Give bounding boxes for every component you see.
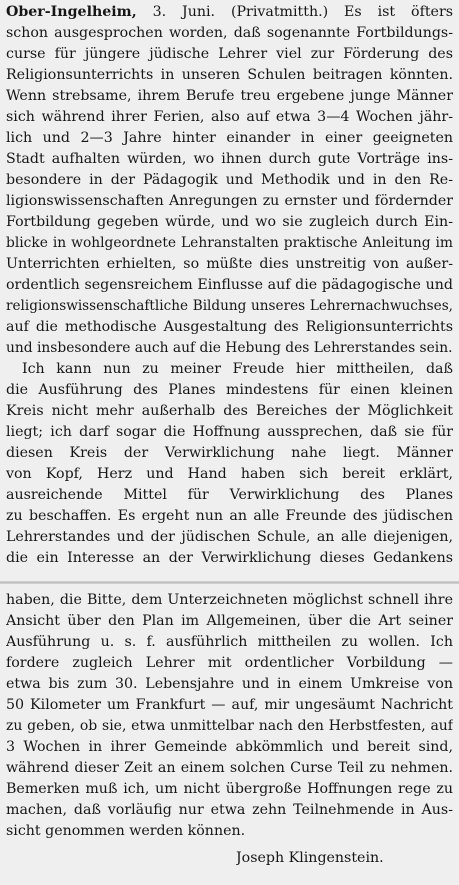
article-lower-part	[0, 586, 459, 885]
text-line: und insbesondere auch auf die Hebung des Lehrerstandes sein.	[6, 340, 453, 356]
text-line: die Ausführung des Planes mindestens für einen kleinen	[6, 382, 453, 398]
text-line: curse für jüngere jüdische Lehrer viel zur Förderung des	[6, 46, 453, 62]
text-line: zu geben, ob sie, etwa unmittelbar nach den Herbstfesten, auf	[6, 718, 453, 734]
text-line: Lehrerstandes und der jüdischen Schule, an alle diejenigen,	[6, 529, 453, 545]
text-line: blicke in wohlgeordnete Lehranstalten praktische Anleitung im	[6, 235, 453, 251]
text-line: Religionsunterrichts in unseren Schulen beitragen könnten.	[6, 67, 453, 83]
text-line: Bemerken muß ich, um nicht übergroße Hoffnungen rege zu	[6, 781, 453, 797]
text-line: Kreis nicht mehr außerhalb des Bereiches der Möglichkeit	[6, 403, 453, 419]
text-line: Fortbildung gegeben würde, und wo sie zugleich durch Ein-	[6, 214, 453, 230]
text-line: Ausführung u. s. f. ausführlich mittheilen zu wollen. Ich	[6, 634, 453, 650]
text-line: diesen Kreis der Verwirklichung nahe liegt. Männer	[6, 445, 453, 461]
paragraph-start-line: Ich kann nun zu meiner Freude hier mittheilen, daß	[22, 361, 453, 377]
text-line: während dieser Zeit an einem solchen Curse Teil zu nehmen.	[6, 760, 453, 776]
text-line: ordentlich segensreichem Einflusse auf die pädagogische und	[6, 277, 453, 293]
text-line: Ansicht über den Plan im Allgemeinen, über die Art seiner	[6, 613, 453, 629]
text-line: lich und 2—3 Jahre hinter einander in einer geeigneten	[6, 130, 453, 146]
text-line: ligionswissenschaften Anregungen zu ernster und fördernder	[6, 193, 453, 209]
text-line: haben, die Bitte, dem Unterzeichneten möglichst schnell ihre	[6, 592, 453, 608]
text-line: zu beschaffen. Es ergeht nun an alle Freunde des jüdischen	[6, 508, 453, 524]
text-line: liegt; ich darf sogar die Hoffnung aussprechen, daß sie für	[6, 424, 453, 440]
text-line: auf die methodische Ausgestaltung des Religionsunterrichts	[6, 319, 453, 335]
text-line: 50 Kilometer um Frankfurt — auf, mir ungesäumt Nachricht	[6, 697, 453, 713]
text-line: von Kopf, Herz und Hand haben sich bereit erklärt,	[6, 466, 453, 482]
text-line: Unterrichten erhielten, so müßte dies unstreitig von außer-	[6, 256, 453, 272]
signature: Joseph Klingenstein.	[236, 850, 384, 866]
text-line: 3 Wochen in ihrer Gemeinde abkömmlich und bereit sind,	[6, 739, 453, 755]
text-line: die ein Interesse an der Verwirklichung dieses Gedankens	[6, 550, 453, 566]
text-line: religionswissenschaftliche Bildung unseres Lehrernachwuchses,	[6, 298, 453, 314]
text-line: Stadt aufhalten würden, wo ihnen durch gute Vorträge ins-	[6, 151, 453, 167]
clipping-fold	[0, 581, 459, 584]
text-line: besondere in der Pädagogik und Methodik und in den Re-	[6, 172, 453, 188]
text-line: Wenn strebsame, ihrem Berufe treu ergebene junge Männer	[6, 88, 453, 104]
dateline-text: 3. Juni. (Privatmitth.) Es ist öfters	[152, 4, 453, 20]
dateline-place: Ober-Ingelheim,	[6, 4, 137, 20]
text-line: etwa bis zum 30. Lebensjahre und in einem Umkreise von	[6, 676, 453, 692]
text-line: sich während ihrer Ferien, also auf etwa 3—4 Wochen jähr-	[6, 109, 453, 125]
text-line: machen, daß vorläufig nur etwa zehn Teilnehmende in Aus-	[6, 802, 453, 818]
text-line: sicht genommen werden können.	[6, 823, 246, 839]
text-line: schon ausgesprochen worden, daß sogenannte Fortbildungs-	[6, 25, 453, 41]
text-line: ausreichende Mittel für Verwirklichung des Planes	[6, 487, 453, 503]
dateline-line	[6, 2, 453, 23]
text-line: fordere zugleich Lehrer mit ordentlicher Vorbildung —	[6, 655, 453, 671]
